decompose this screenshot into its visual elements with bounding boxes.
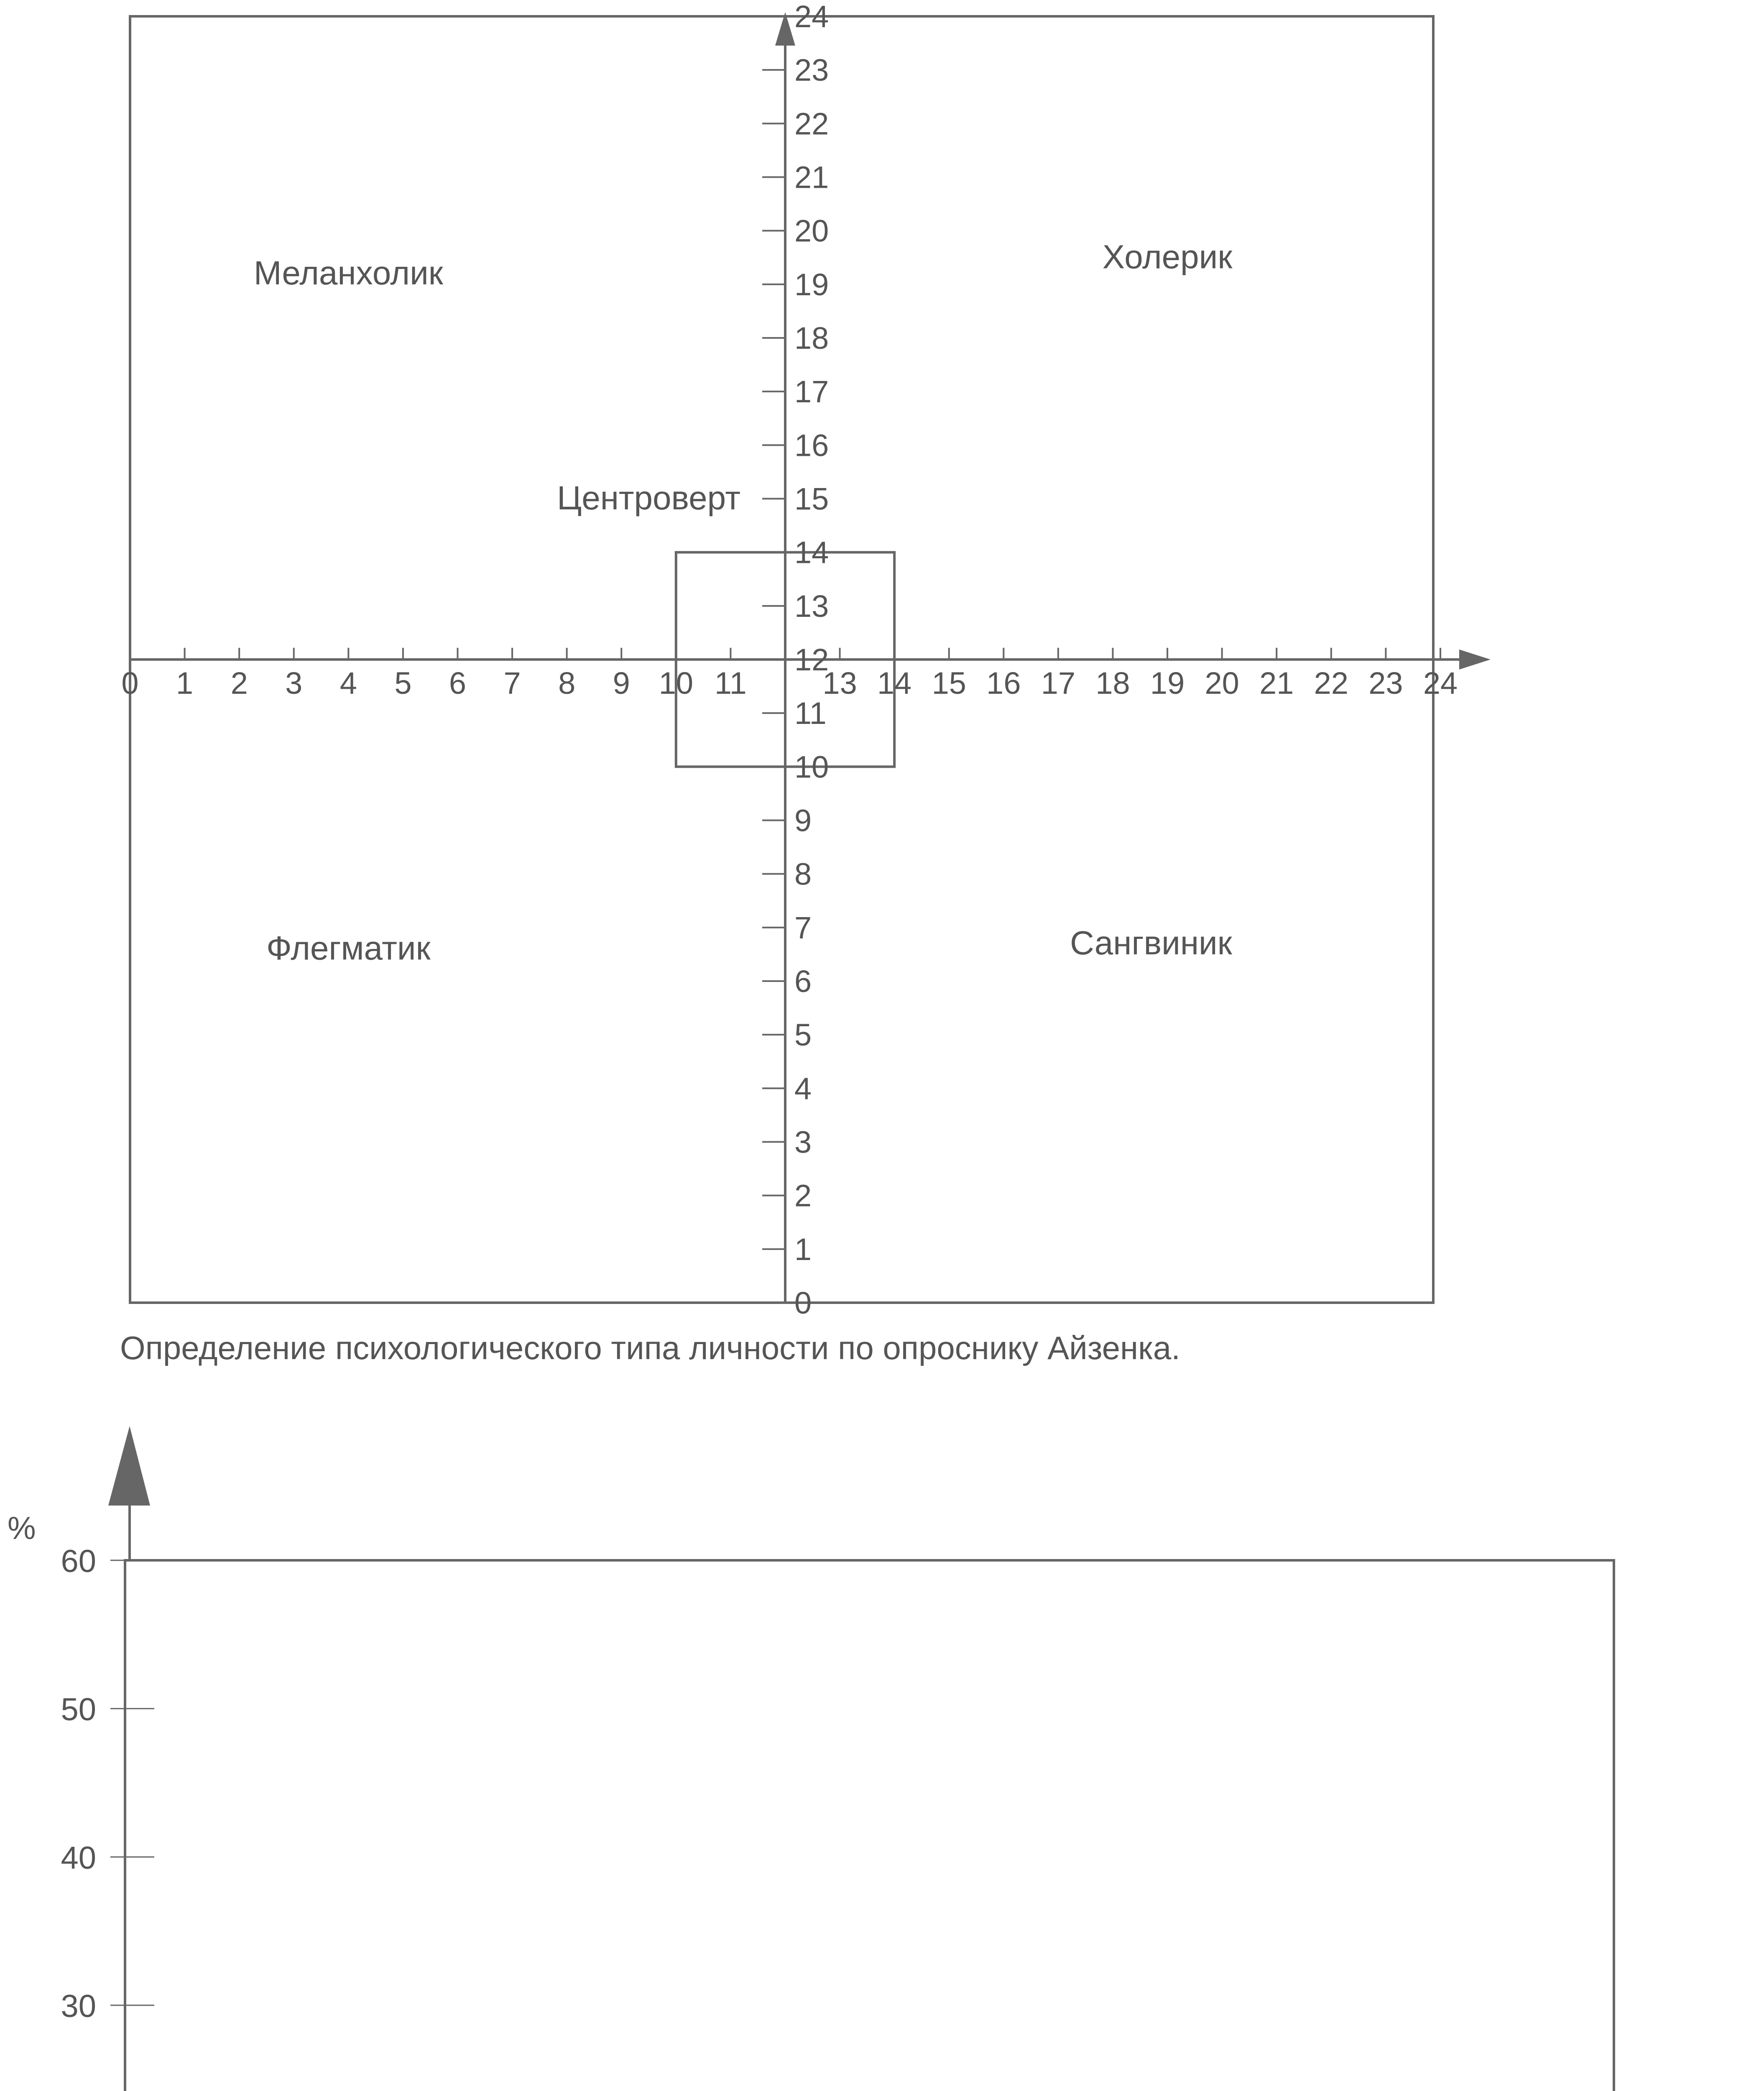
x-tick-label: 3 <box>285 666 303 700</box>
x-tick-label: 23 <box>1368 666 1403 700</box>
y-tick-label: 12 <box>794 642 829 677</box>
y-tick-label: 30 <box>61 1989 96 2024</box>
y-tick-label: 60 <box>61 1544 96 1579</box>
x-tick-label: 6 <box>449 666 467 700</box>
x-tick-label: 15 <box>932 666 966 700</box>
x-tick-label: 2 <box>230 666 248 700</box>
y-tick-label: 3 <box>794 1125 812 1160</box>
y-tick-label: 23 <box>794 53 829 88</box>
y-tick-label: 16 <box>794 428 829 463</box>
y-tick-label: 14 <box>794 535 829 570</box>
x-tick-label: 0 <box>121 666 139 700</box>
x-tick-label: 5 <box>394 666 412 700</box>
x-tick-label: 16 <box>986 666 1021 700</box>
y-tick-label: 24 <box>794 0 829 34</box>
region-label: Меланхолик <box>253 254 443 291</box>
y-tick-label: 15 <box>794 481 829 516</box>
x-tick-label: 22 <box>1314 666 1348 700</box>
personality-type-bar-chart <box>0 1380 1764 2091</box>
y-tick-label: 17 <box>794 374 829 409</box>
y-tick-label: 10 <box>794 749 829 785</box>
y-tick-label: 50 <box>61 1692 96 1728</box>
y-tick-label: 19 <box>794 267 829 302</box>
x-tick-label: 24 <box>1423 666 1458 700</box>
y-tick-label: 11 <box>794 696 827 731</box>
y-tick-label: 8 <box>794 856 812 892</box>
y-tick-label: 5 <box>794 1017 812 1053</box>
y-tick-label: 7 <box>794 910 812 945</box>
y-tick-label: 18 <box>794 321 829 355</box>
region-label: Центроверт <box>557 479 741 517</box>
x-tick-label: 19 <box>1150 666 1185 700</box>
x-axis-arrow-icon <box>1459 649 1491 670</box>
x-tick-label: 21 <box>1259 666 1294 700</box>
y-tick-label: 20 <box>794 213 829 248</box>
y-tick-label: 9 <box>794 803 812 838</box>
y-axis-arrow-icon <box>108 1426 150 1506</box>
x-tick-label: 17 <box>1041 666 1076 700</box>
chart-caption: Определение психологического типа личности по опроснику Айзенка. <box>120 1329 1180 1366</box>
y-tick-label: 2 <box>794 1178 812 1213</box>
x-tick-label: 14 <box>877 666 912 700</box>
x-tick-label: 18 <box>1095 666 1130 700</box>
region-label: Флегматик <box>266 929 431 967</box>
x-tick-label: 7 <box>503 666 521 700</box>
y-tick-label: 22 <box>794 106 829 141</box>
y-axis-label: % <box>8 1511 36 1546</box>
y-tick-label: 40 <box>61 1840 96 1876</box>
y-tick-label: 13 <box>794 588 829 624</box>
y-tick-label: 21 <box>794 160 829 195</box>
y-tick-label: 6 <box>794 964 812 999</box>
y-tick-label: 0 <box>794 1286 812 1320</box>
bar-chart-frame <box>125 1560 1614 2091</box>
x-tick-label: 11 <box>715 666 747 700</box>
x-tick-label: 1 <box>176 666 194 700</box>
x-tick-label: 8 <box>558 666 576 700</box>
x-tick-label: 4 <box>340 666 357 700</box>
region-label: Холерик <box>1102 238 1233 276</box>
x-tick-label: 10 <box>659 666 693 700</box>
region-label: Сангвиник <box>1070 924 1232 961</box>
x-tick-label: 9 <box>613 666 630 700</box>
x-tick-label: 13 <box>822 666 857 700</box>
x-tick-label: 20 <box>1205 666 1239 700</box>
y-tick-label: 4 <box>794 1071 812 1106</box>
y-tick-label: 1 <box>794 1232 812 1267</box>
